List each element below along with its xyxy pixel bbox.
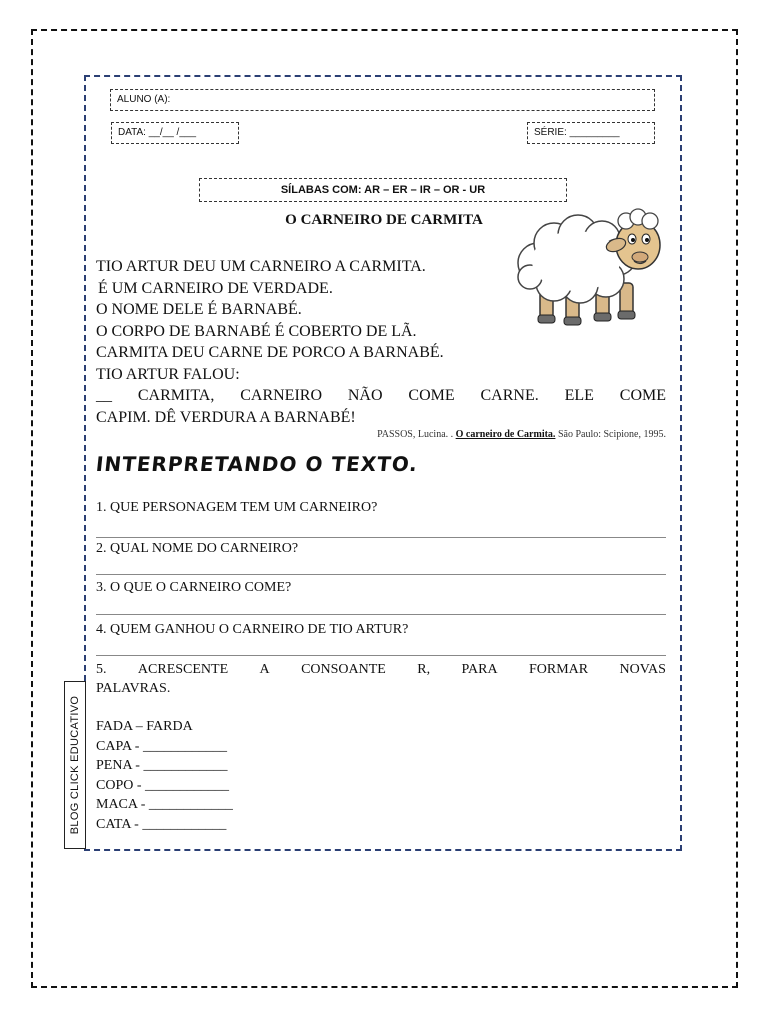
word-exercise[interactable]: COPO - ____________ bbox=[96, 777, 230, 793]
grade-field[interactable] bbox=[527, 122, 655, 144]
word: COME bbox=[408, 387, 455, 404]
question-5-line-2: PALAVRAS. bbox=[96, 681, 171, 696]
grade-label: SÉRIE: _________ bbox=[534, 127, 620, 138]
word: COME bbox=[619, 387, 666, 404]
word: A bbox=[259, 662, 270, 677]
word: 5. bbox=[96, 662, 107, 677]
answer-line-3[interactable] bbox=[96, 614, 666, 615]
word: CARMITA, bbox=[137, 387, 215, 404]
word: NOVAS bbox=[619, 662, 666, 677]
word: CARNEIRO bbox=[240, 387, 322, 404]
word-exercise[interactable]: MACA - ____________ bbox=[96, 797, 233, 812]
question-5 bbox=[96, 660, 666, 698]
answer-line-2[interactable] bbox=[96, 574, 666, 575]
word-exercise[interactable]: CAPA - ____________ bbox=[96, 738, 227, 754]
word: PARA bbox=[461, 662, 498, 677]
frame-bottom bbox=[84, 849, 682, 851]
question-2: 2. QUAL NOME DO CARNEIRO? bbox=[96, 541, 299, 556]
word-list bbox=[96, 717, 233, 834]
date-label: DATA: __/__ /___ bbox=[118, 127, 197, 138]
answer-line-4[interactable] bbox=[96, 655, 666, 656]
frame-top bbox=[84, 75, 682, 77]
word: __ bbox=[96, 387, 112, 404]
question-4: 4. QUEM GANHOU O CARNEIRO DE TIO ARTUR? bbox=[96, 622, 409, 637]
story-line: É UM CARNEIRO DE VERDADE. bbox=[98, 279, 333, 297]
student-name-label: ALUNO (A): bbox=[117, 94, 171, 105]
word: CONSOANTE bbox=[301, 662, 386, 677]
word: FORMAR bbox=[528, 662, 589, 677]
story-line: TIO ARTUR FALOU: bbox=[96, 365, 240, 383]
word: ACRESCENTE bbox=[137, 662, 229, 677]
word-exercise[interactable]: CATA - ____________ bbox=[96, 816, 227, 832]
student-name-field[interactable] bbox=[110, 89, 655, 111]
word: NÃO bbox=[347, 387, 383, 404]
word: ELE bbox=[564, 387, 594, 404]
section-title: INTERPRETANDO O TEXTO. bbox=[94, 452, 420, 476]
question-1: 1. QUE PERSONAGEM TEM UM CARNEIRO? bbox=[96, 500, 378, 515]
story-dialogue-line bbox=[96, 385, 666, 407]
story-title: O CARNEIRO DE CARMITA bbox=[285, 212, 483, 228]
story-line: O CORPO DE BARNABÉ É COBERTO DE LÃ. bbox=[96, 322, 417, 340]
story-line: CARMITA DEU CARNE DE PORCO A BARNABÉ. bbox=[96, 344, 444, 361]
word: CARNE. bbox=[480, 387, 539, 404]
citation-book-title: O carneiro de Carmita. bbox=[455, 429, 556, 440]
question-3: 3. O QUE O CARNEIRO COME? bbox=[96, 580, 292, 595]
answer-line-1[interactable] bbox=[96, 537, 666, 538]
blog-side-label-text: BLOG CLICK EDUCATIVO bbox=[69, 695, 81, 835]
story-line: TIO ARTUR DEU UM CARNEIRO A CARMITA. bbox=[96, 258, 426, 275]
syllables-banner: SÍLABAS COM: AR – ER – IR – OR - UR bbox=[199, 178, 567, 202]
story-line: O NOME DELE É BARNABÉ. bbox=[96, 301, 302, 318]
story-text bbox=[96, 256, 666, 428]
citation-publisher: São Paulo: Scipione, 1995. bbox=[555, 429, 666, 440]
frame-right bbox=[680, 75, 682, 851]
story-line: CAPIM. DÊ VERDURA A BARNABÉ! bbox=[96, 408, 356, 426]
blog-side-label bbox=[64, 681, 86, 849]
citation bbox=[96, 429, 666, 440]
question-5-line-1 bbox=[96, 660, 666, 679]
word-exercise[interactable]: PENA - ____________ bbox=[96, 758, 228, 773]
citation-author: PASSOS, Lucina. . bbox=[377, 429, 456, 440]
date-field[interactable] bbox=[111, 122, 239, 144]
word-example: FADA – FARDA bbox=[96, 719, 193, 734]
word: R, bbox=[417, 662, 431, 677]
